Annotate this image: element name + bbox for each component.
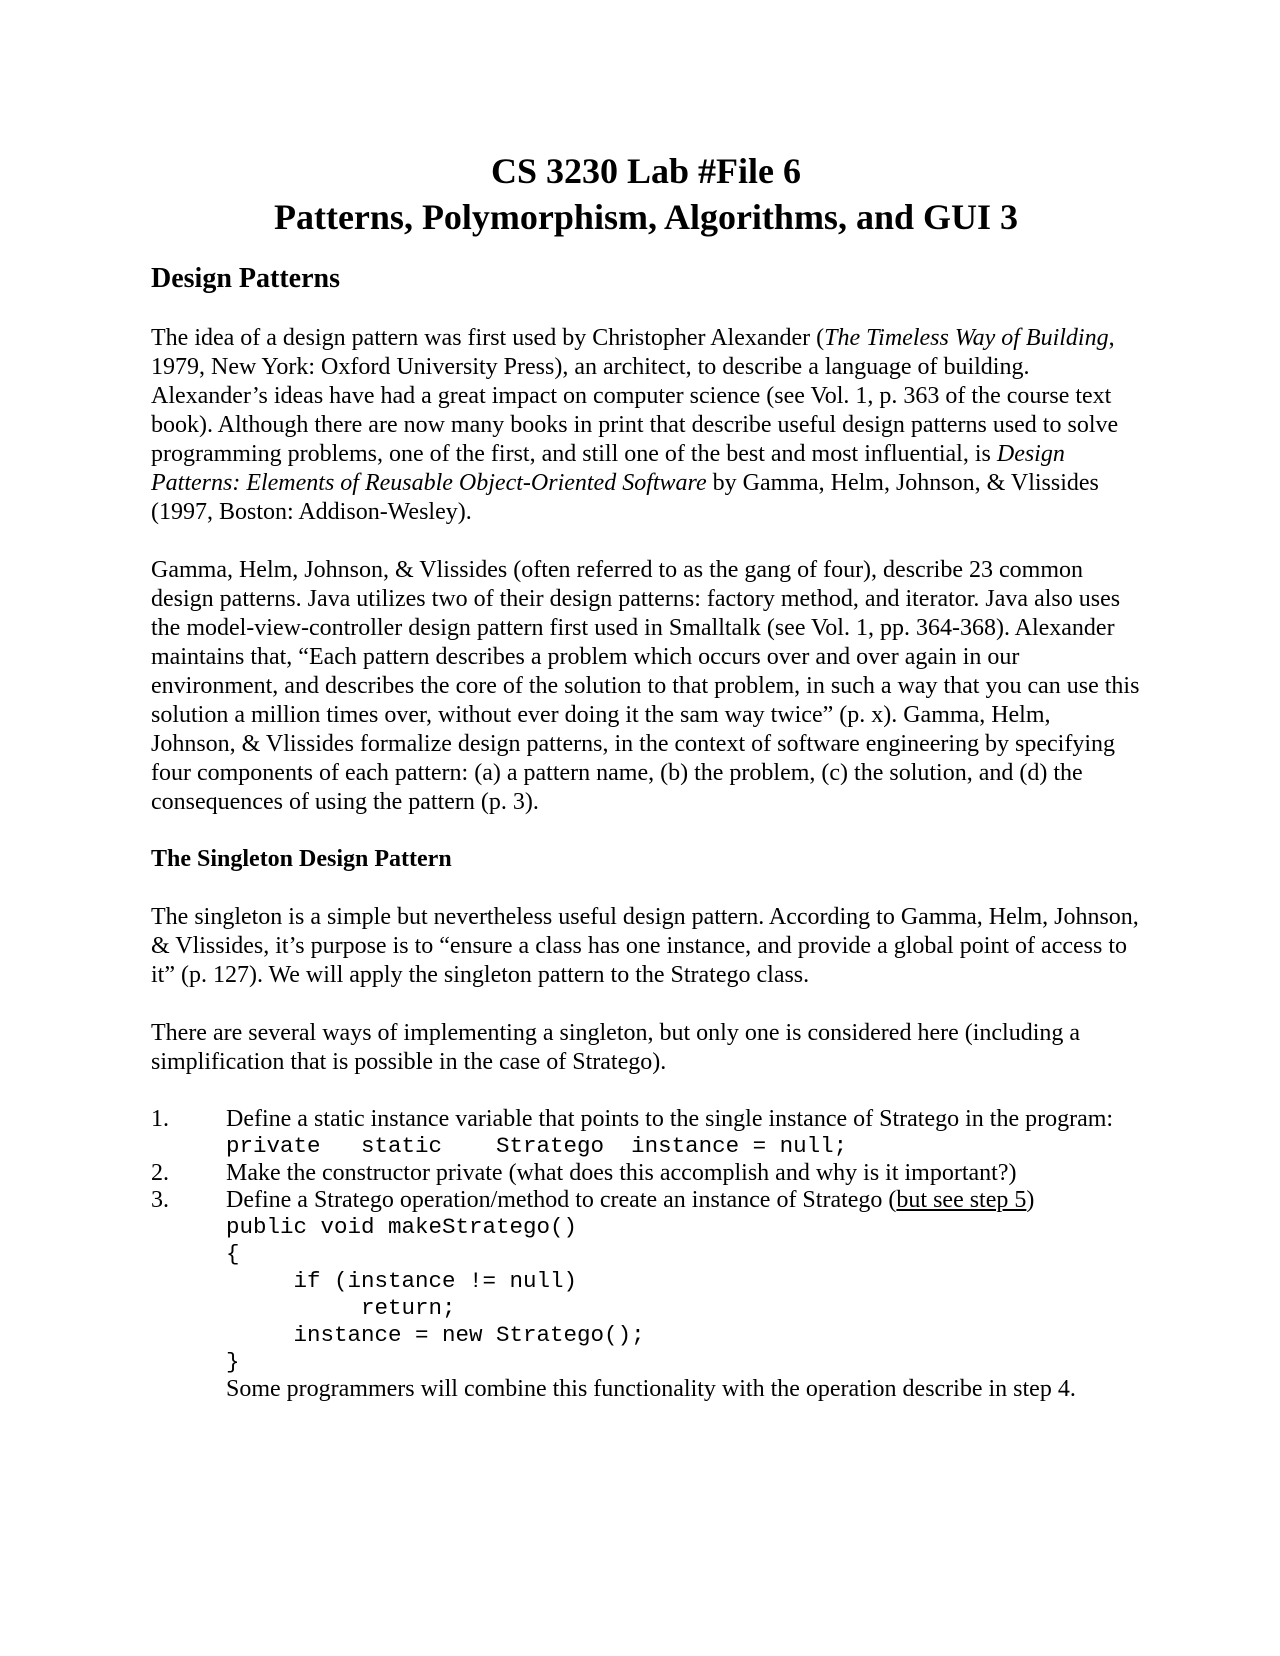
step-note: Some programmers will combine this functionality with the operation describe in step 4.	[226, 1376, 1076, 1402]
list-item-step-2	[151, 1160, 1141, 1187]
document-title	[151, 148, 1141, 240]
title-line-1: CS 3230 Lab #File 6	[490, 151, 802, 191]
paragraph-intro-text-2: , 1979, New York: Oxford University Press), an architect, to describe a language of building. Alexander’s ideas have had a great impact on computer science (see Vol. 1, p. 363 of the course text book). Although there are now many books in print that describe useful design patterns used to solve programming problems, one of the first, and still one of the best and most influential, is	[151, 325, 1119, 467]
step-text: Make the constructor private (what does this accomplish and why is it important?)	[226, 1160, 1017, 1186]
section-heading-singleton: The Singleton Design Pattern	[151, 846, 452, 872]
paragraph-singleton-ways: There are several ways of implementing a singleton, but only one is considered here (including a simplification that is possible in the case of Stratego).	[151, 1020, 1081, 1075]
step-text-end: )	[1026, 1187, 1035, 1213]
document-page	[151, 148, 1141, 1403]
step-text	[226, 1187, 1141, 1214]
code-snippet-instance-variable: private static Stratego instance = null;	[226, 1133, 848, 1159]
step-number: 1.	[151, 1106, 169, 1132]
list-item-step-3	[151, 1187, 1141, 1403]
book-title-timeless-way: The Timeless Way of Building	[824, 325, 1109, 351]
title-line-2: Patterns, Polymorphism, Algorithms, and GUI 3	[273, 197, 1018, 237]
step-5-reference-link[interactable]: but see step 5	[896, 1187, 1027, 1213]
list-item-step-1	[151, 1106, 1141, 1160]
paragraph-intro-text-3: by Gamma, Helm, Johnson, & Vlissides (1997, Boston: Addison-Wesley).	[151, 470, 1099, 525]
section-heading-design-patterns: Design Patterns	[151, 263, 340, 294]
paragraph-intro-text-1: The idea of a design pattern was first used by Christopher Alexander (	[151, 325, 825, 351]
paragraph-intro	[151, 324, 1141, 527]
step-number: 3.	[151, 1187, 169, 1213]
paragraph-gang-of-four: Gamma, Helm, Johnson, & Vlissides (often referred to as the gang of four), describe 23 common design patterns. Java utilizes two of their design patterns: factory method, and iterator. Java also uses the model-view-controller design pattern first used in Smalltalk (see Vol. 1, pp. 364-368). Alexander maintains that, “Each pattern describes a problem which occurs over and over again in our environment, and describes the core of the solution to that problem, in such a way that you can use this solution a million times over, without ever doing it the sam way twice” (p. x). Gamma, Helm, Johnson, & Vlissides formalize design patterns, in the context of software engineering by specifying four components of each pattern: (a) a pattern name, (b) the problem, (c) the solution, and (d) the consequences of using the pattern (p. 3).	[151, 557, 1140, 815]
step-number: 2.	[151, 1160, 169, 1186]
step-text: Define a static instance variable that points to the single instance of Stratego in the program:	[226, 1106, 1114, 1132]
steps-list	[151, 1106, 1141, 1403]
paragraph-singleton-purpose: The singleton is a simple but nevertheless useful design pattern. According to Gamma, Helm, Johnson, & Vlissides, it’s purpose is to “ensure a class has one instance, and provide a global point of access to it” (p. 127). We will apply the singleton pattern to the Stratego class.	[151, 904, 1139, 988]
step-text-start: Define a Stratego operation/method to create an instance of Stratego (	[226, 1187, 897, 1213]
book-title-design-patterns: Design Patterns: Elements of Reusable Object-Oriented Software	[151, 441, 1065, 496]
code-snippet-make-stratego: public void makeStratego() { if (instance != null) return; instance = new Stratego(); }	[226, 1214, 645, 1375]
